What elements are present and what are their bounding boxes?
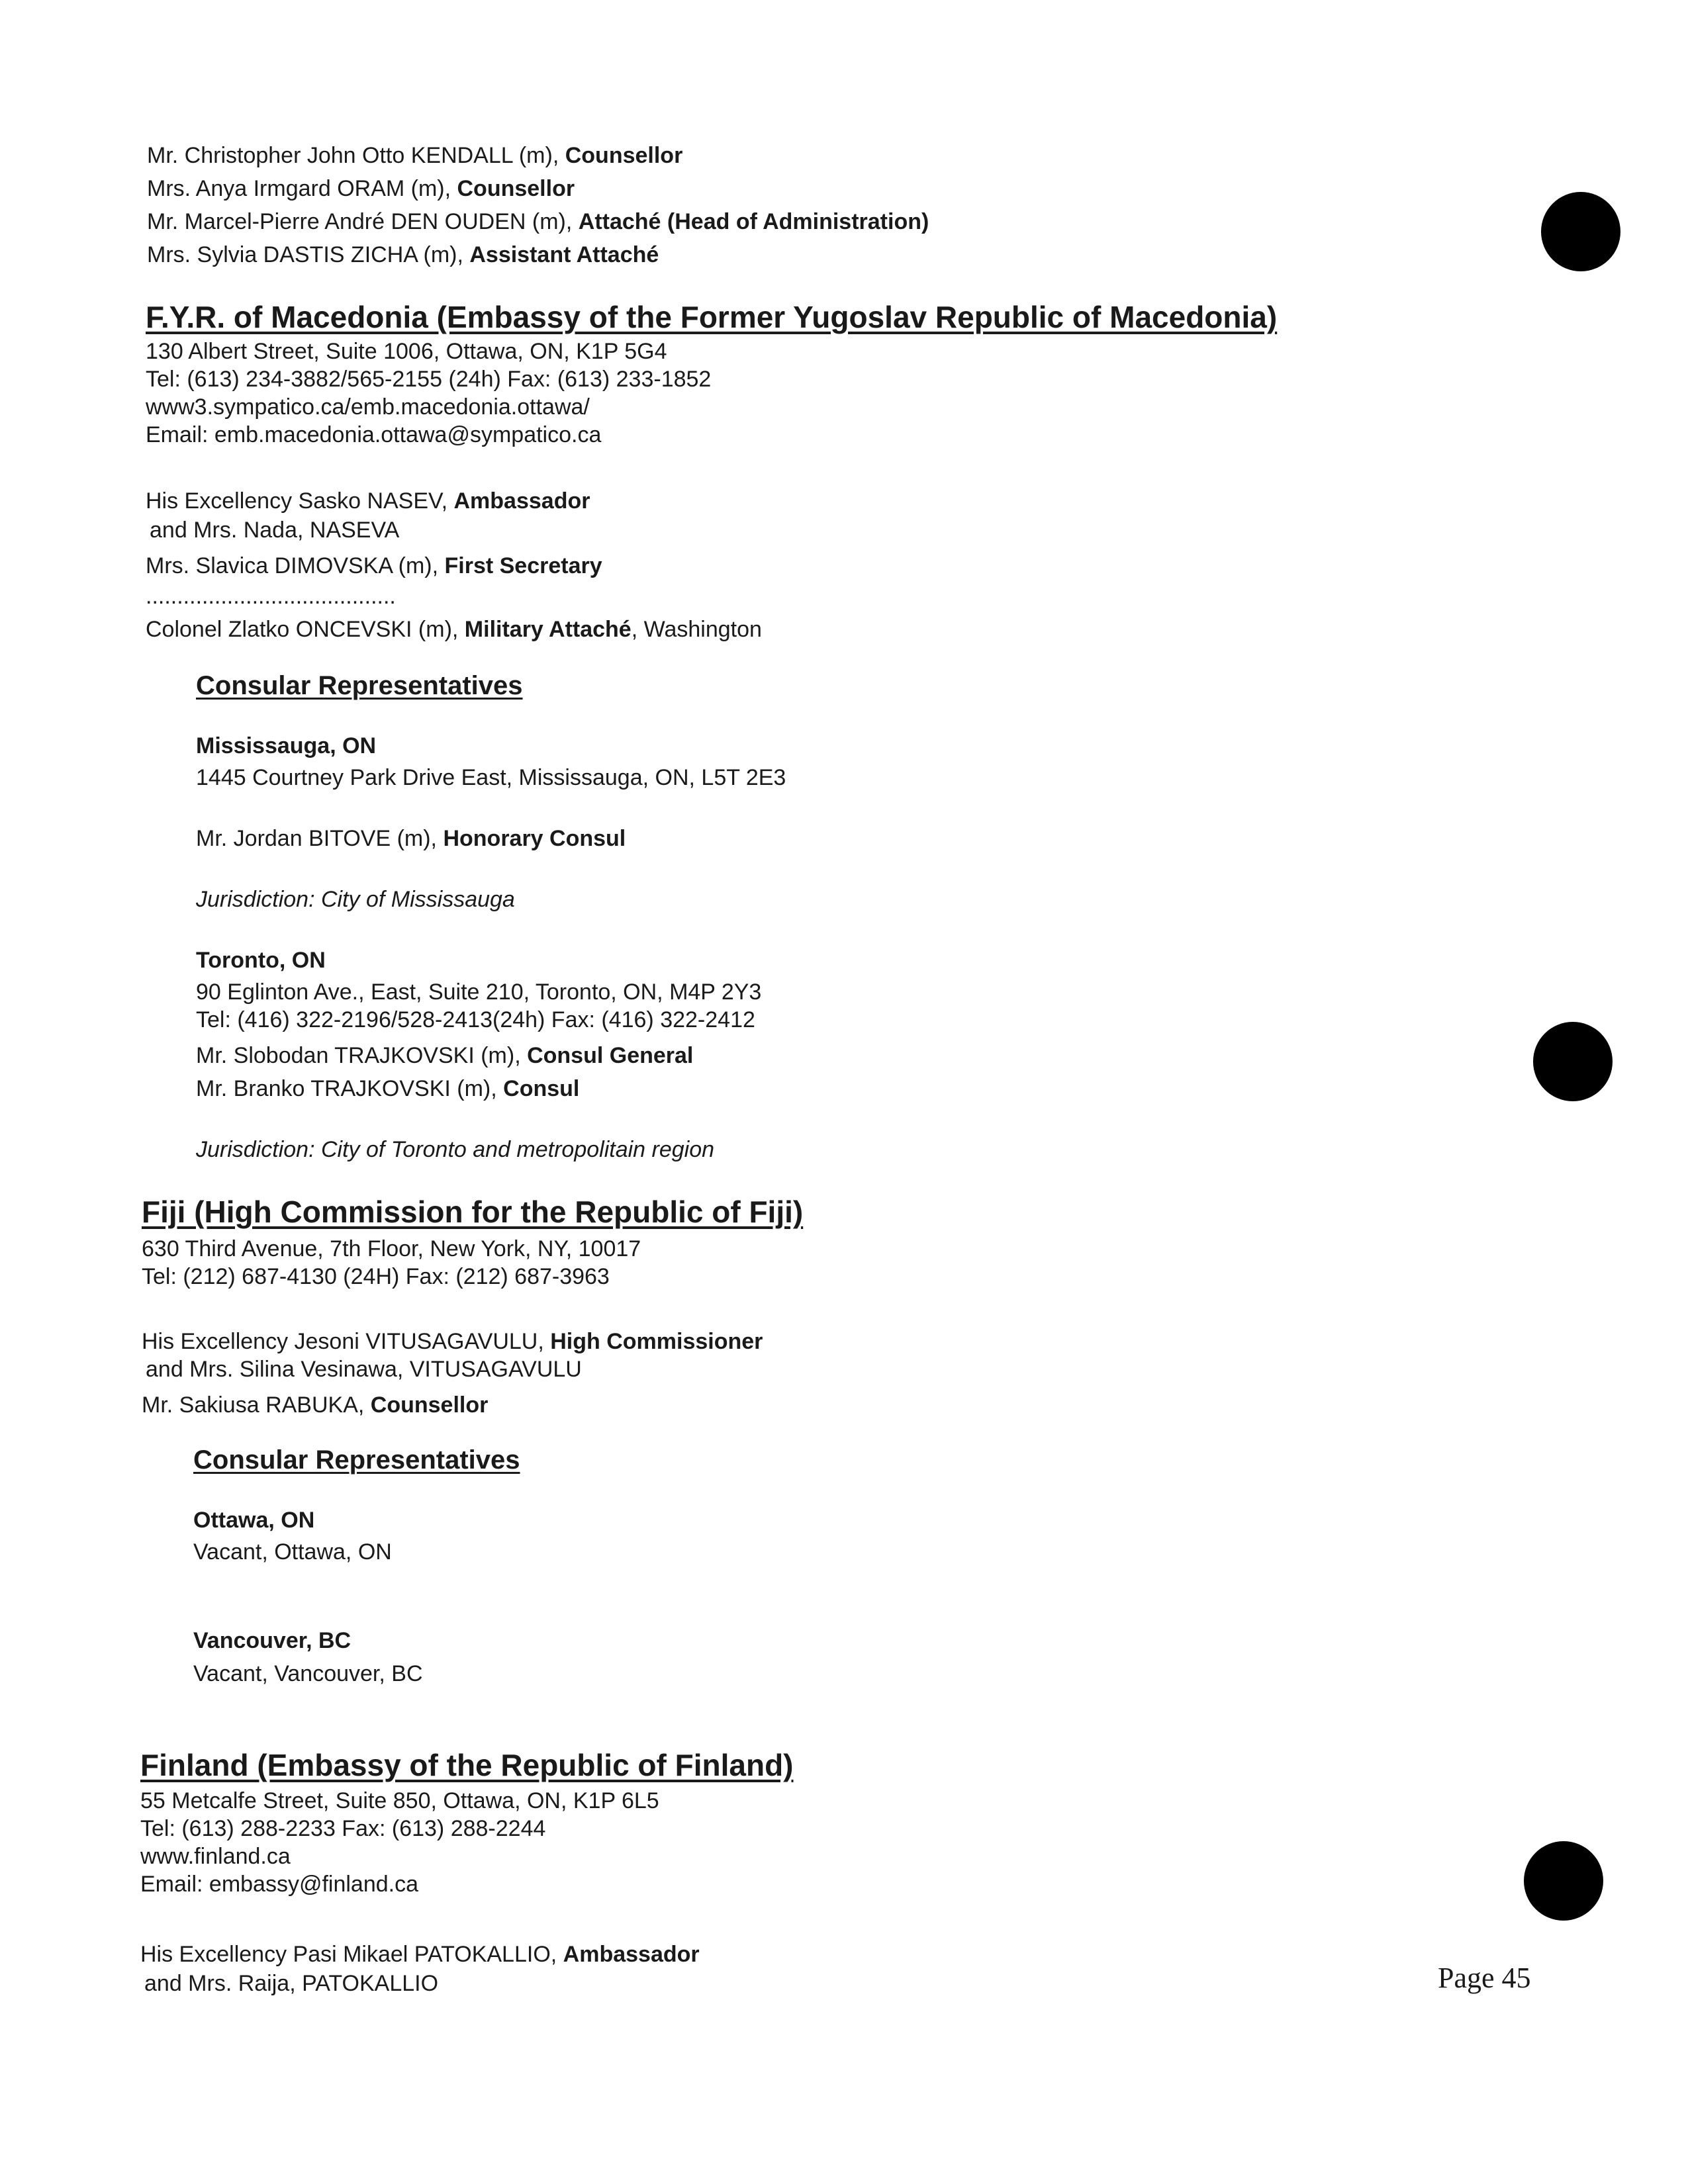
finland-ambassador xyxy=(140,1940,700,1968)
macedonia-ambassador xyxy=(146,487,590,515)
section-heading-macedonia: F.Y.R. of Macedonia (Embassy of the Former Yugoslav Republic of Macedonia) xyxy=(146,300,1278,334)
staff-title: Assistant Attaché xyxy=(469,242,659,267)
staff-line xyxy=(147,142,682,169)
macedonia-spouse: and Mrs. Nada, NASEVA xyxy=(150,518,400,543)
section-heading-finland: Finland (Embassy of the Republic of Finland) xyxy=(140,1748,794,1782)
staff-name: Mr. Christopher John Otto KENDALL (m), xyxy=(147,143,565,168)
fiji-spouse: and Mrs. Silina Vesinawa, VITUSAGAVULU xyxy=(146,1357,582,1382)
macedonia-web: www3.sympatico.ca/emb.macedonia.ottawa/ xyxy=(146,394,590,420)
macedonia-email: Email: emb.macedonia.ottawa@sympatico.ca xyxy=(146,422,602,447)
dotted-separator: ........................................ xyxy=(146,584,396,609)
consul-line xyxy=(196,825,626,852)
consulate-tel: Tel: (416) 322-2196/528-2413(24h) Fax: (416) 322-2412 xyxy=(196,1007,755,1032)
macedonia-address: 130 Albert Street, Suite 1006, Ottawa, ON, K1P 5G4 xyxy=(146,339,667,364)
consular-heading: Consular Representatives xyxy=(196,671,523,700)
jurisdiction: Jurisdiction: City of Toronto and metropolitain region xyxy=(196,1137,715,1162)
consulate-address: 1445 Courtney Park Drive East, Mississauga, ON, L5T 2E3 xyxy=(196,765,786,790)
person-name: Mr. Branko TRAJKOVSKI (m), xyxy=(196,1076,504,1101)
person-name: Colonel Zlatko ONCEVSKI (m), xyxy=(146,617,465,642)
macedonia-staff xyxy=(146,552,602,580)
staff-name: Mr. Marcel-Pierre André DEN OUDEN (m), xyxy=(147,209,579,234)
staff-line xyxy=(147,208,929,236)
consulate-value: Vacant, Vancouver, BC xyxy=(193,1661,423,1686)
finland-web: www.finland.ca xyxy=(140,1844,291,1869)
finland-address: 55 Metcalfe Street, Suite 850, Ottawa, ON, K1P 6L5 xyxy=(140,1788,659,1813)
macedonia-military-attache xyxy=(146,615,762,643)
consulate-city: Mississauga, ON xyxy=(196,733,377,758)
consulate-address: 90 Eglinton Ave., East, Suite 210, Toronto, ON, M4P 2Y3 xyxy=(196,979,762,1005)
person-title: First Secretary xyxy=(444,553,602,578)
page-number: Page 45 xyxy=(1438,1962,1531,1994)
person-name: Mr. Sakiusa RABUKA, xyxy=(142,1392,371,1418)
consul-line xyxy=(196,1075,579,1103)
person-title: Honorary Consul xyxy=(443,826,626,851)
consulate-city: Ottawa, ON xyxy=(193,1508,315,1533)
punch-hole xyxy=(1524,1841,1603,1921)
consulate-city: Vancouver, BC xyxy=(193,1628,352,1653)
macedonia-tel: Tel: (613) 234-3882/565-2155 (24h) Fax: (613) 233-1852 xyxy=(146,367,712,392)
fiji-address: 630 Third Avenue, 7th Floor, New York, NY, 10017 xyxy=(142,1236,641,1261)
staff-line xyxy=(147,175,575,203)
person-name: Mr. Jordan BITOVE (m), xyxy=(196,826,444,851)
person-title: Ambassador xyxy=(453,488,590,514)
person-name: His Excellency Jesoni VITUSAGAVULU, xyxy=(142,1329,551,1354)
punch-hole xyxy=(1541,192,1620,271)
staff-title: Counsellor xyxy=(457,176,575,201)
staff-name: Mrs. Sylvia DASTIS ZICHA (m), xyxy=(147,242,470,267)
person-name: Mr. Slobodan TRAJKOVSKI (m), xyxy=(196,1043,528,1068)
person-name: Mrs. Slavica DIMOVSKA (m), xyxy=(146,553,445,578)
person-title: Ambassador xyxy=(563,1942,700,1967)
fiji-staff xyxy=(142,1391,488,1419)
consulate-value: Vacant, Ottawa, ON xyxy=(193,1539,392,1565)
person-name: His Excellency Sasko NASEV, xyxy=(146,488,454,514)
fiji-high-commissioner xyxy=(142,1328,763,1355)
consulate-city: Toronto, ON xyxy=(196,948,326,973)
staff-title: Attaché (Head of Administration) xyxy=(578,209,929,234)
person-name: His Excellency Pasi Mikael PATOKALLIO, xyxy=(140,1942,563,1967)
person-title: Military Attaché xyxy=(464,617,632,642)
finland-email: Email: embassy@finland.ca xyxy=(140,1872,419,1897)
punch-hole xyxy=(1533,1022,1613,1101)
person-title: Consul General xyxy=(527,1043,694,1068)
finland-spouse: and Mrs. Raija, PATOKALLIO xyxy=(144,1971,439,1996)
staff-line xyxy=(147,241,659,269)
jurisdiction: Jurisdiction: City of Mississauga xyxy=(196,887,515,912)
finland-tel: Tel: (613) 288-2233 Fax: (613) 288-2244 xyxy=(140,1816,546,1841)
person-title: High Commissioner xyxy=(550,1329,763,1354)
person-title: Consul xyxy=(503,1076,580,1101)
staff-title: Counsellor xyxy=(565,143,683,168)
fiji-tel: Tel: (212) 687-4130 (24H) Fax: (212) 687-3963 xyxy=(142,1264,610,1289)
consul-line xyxy=(196,1042,693,1069)
section-heading-fiji: Fiji (High Commission for the Republic of Fiji) xyxy=(142,1195,804,1229)
person-title: Counsellor xyxy=(370,1392,489,1418)
staff-name: Mrs. Anya Irmgard ORAM (m), xyxy=(147,176,457,201)
person-location: , Washington xyxy=(631,617,762,642)
consular-heading: Consular Representatives xyxy=(193,1445,520,1475)
